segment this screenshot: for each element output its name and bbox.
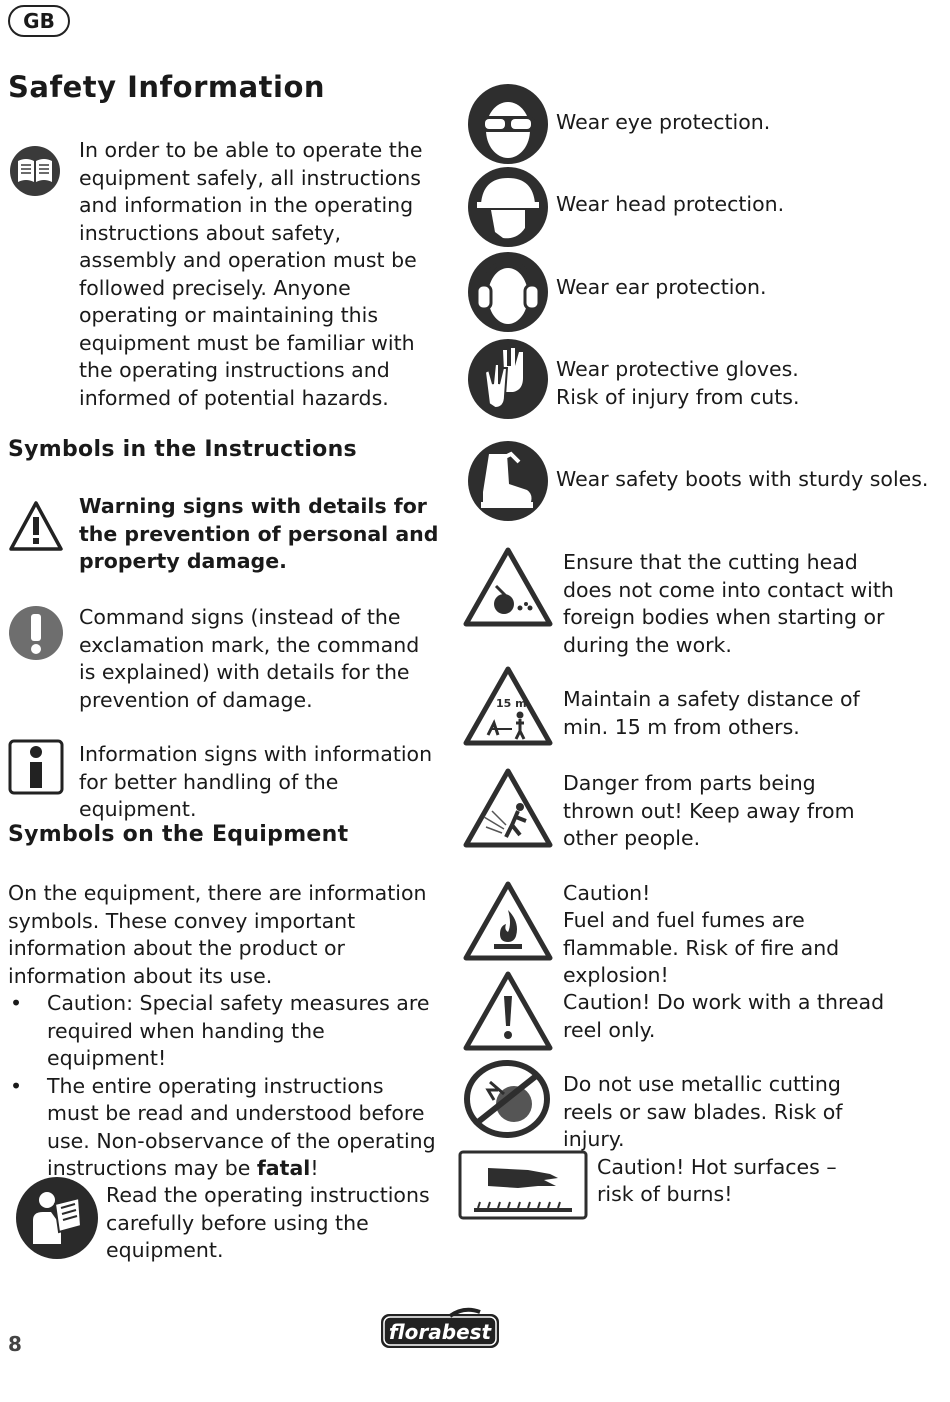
distance-label: 15 m xyxy=(496,697,527,710)
eye-protection-text: Wear eye protection. xyxy=(556,110,771,134)
eye-protection-icon xyxy=(467,83,549,165)
gloves-text-2: Risk of injury from cuts. xyxy=(556,385,800,409)
head-protection-icon xyxy=(467,166,549,248)
safety-distance-text: Maintain a safety distance of min. 15 m from others. xyxy=(563,687,860,739)
thrown-parts-text: Danger from parts being thrown out! Keep away from other people. xyxy=(563,771,855,850)
safety-distance-icon xyxy=(462,665,554,747)
page-title: Safety Information xyxy=(8,70,326,104)
warning-triangle-icon xyxy=(8,500,64,552)
book-icon xyxy=(8,144,62,198)
fuel-text: Fuel and fuel fumes are flammable. Risk of fire and explosion! xyxy=(563,908,840,987)
info-signs-text: Information signs with information for better handling of the equipment. xyxy=(79,742,433,821)
bullet-read xyxy=(8,1073,438,1183)
symbols-equipment-heading: Symbols on the Equipment xyxy=(8,822,349,847)
thrown-parts-icon xyxy=(462,767,554,849)
florabest-logo xyxy=(380,1306,500,1350)
gloves-icon xyxy=(467,338,549,420)
foreign-bodies-warning-icon xyxy=(462,546,554,628)
caution-exclamation-icon xyxy=(462,970,554,1052)
ear-protection-icon xyxy=(467,251,549,333)
thread-reel-text: Caution! Do work with a thread reel only. xyxy=(563,990,885,1042)
fire-warning-icon xyxy=(462,880,554,962)
foreign-bodies-text: Ensure that the cutting head does not come into contact with foreign bodies when starting or during the work. xyxy=(563,550,894,657)
info-icon xyxy=(8,739,64,795)
no-metal-blade-icon xyxy=(464,1060,550,1138)
metal-blade-text: Do not use metallic cutting reels or saw blades. Risk of injury. xyxy=(563,1072,843,1151)
bullet-caution: • Caution: Special safety measures are required when handing the equipment! xyxy=(8,990,438,1073)
intro-text: In order to be able to operate the equipment safely, all instructions and information in the operating instructions about safety, assembly and operation must be followed precisely. Anyone operating or maintaining this equipment must be familiar with the operating instructions and informed of potential hazards. xyxy=(79,138,423,410)
read-manual-icon xyxy=(15,1176,99,1260)
fuel-caution-text: Caution! xyxy=(563,881,651,905)
read-manual-text: Read the operating instructions carefully before using the equipment. xyxy=(106,1183,430,1262)
equipment-intro-text: On the equipment, there are information symbols. These convey important information about the product or information about its use. xyxy=(8,881,427,988)
boots-icon xyxy=(467,440,549,522)
boots-text: Wear safety boots with sturdy soles. xyxy=(556,467,929,491)
symbols-instructions-heading: Symbols in the Instructions xyxy=(8,437,357,462)
svg-text:florabest: florabest xyxy=(388,1320,492,1344)
command-signs-text: Command signs (instead of the exclamation mark, the command is explained) with details for the prevention of damage. xyxy=(79,605,420,712)
ear-protection-text: Wear ear protection. xyxy=(556,275,767,299)
gloves-text-1: Wear protective gloves. xyxy=(556,357,799,381)
warning-signs-text: Warning signs with details for the prevention of personal and property damage. xyxy=(79,494,439,573)
language-badge: GB xyxy=(8,5,70,37)
hot-surface-text-1: Caution! Hot surfaces – xyxy=(597,1155,837,1179)
hot-surface-text-2: risk of burns! xyxy=(597,1182,733,1206)
page-number: 8 xyxy=(8,1332,22,1356)
bullet-read-bold: fatal xyxy=(256,1156,311,1180)
equipment-bullets xyxy=(8,990,438,1183)
bullet-read-end: ! xyxy=(310,1156,319,1180)
command-exclamation-icon xyxy=(8,605,64,661)
bullet-read-text: The entire operating instructions must be read and understood before use. Non-observance of the operating instructions may be xyxy=(47,1073,436,1180)
hot-surface-icon xyxy=(458,1150,588,1220)
head-protection-text: Wear head protection. xyxy=(556,192,785,216)
